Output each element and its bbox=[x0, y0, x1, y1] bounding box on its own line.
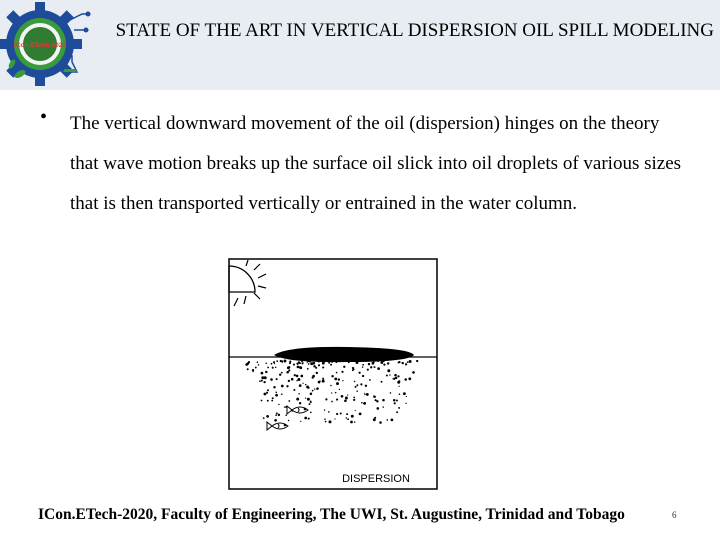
oil-droplet bbox=[275, 394, 278, 397]
oil-droplet bbox=[368, 363, 370, 365]
oil-droplet bbox=[376, 407, 379, 410]
oil-droplet bbox=[261, 380, 262, 381]
oil-droplet bbox=[259, 380, 261, 382]
oil-droplet bbox=[281, 393, 283, 395]
oil-droplet bbox=[330, 360, 332, 362]
oil-droplet bbox=[308, 363, 310, 365]
oil-droplet bbox=[354, 421, 355, 422]
dispersion-illustration bbox=[228, 258, 438, 490]
oil-droplet bbox=[312, 375, 315, 378]
oil-droplet bbox=[301, 360, 303, 362]
oil-droplet bbox=[394, 402, 396, 404]
oil-droplet bbox=[324, 409, 325, 410]
oil-droplet bbox=[367, 369, 369, 371]
oil-droplet bbox=[293, 389, 295, 391]
oil-droplet bbox=[389, 374, 390, 375]
oil-droplet bbox=[318, 381, 321, 384]
oil-droplet bbox=[343, 366, 345, 368]
oil-droplet bbox=[331, 392, 332, 393]
oil-droplet bbox=[288, 400, 290, 402]
oil-droplet bbox=[265, 362, 267, 364]
oil-droplet bbox=[317, 360, 319, 362]
oil-droplet bbox=[296, 380, 297, 381]
oil-droplet bbox=[315, 367, 317, 369]
oil-droplet bbox=[291, 378, 294, 381]
oil-droplet bbox=[358, 372, 360, 374]
oil-droplet bbox=[288, 380, 290, 382]
oil-droplet bbox=[318, 364, 320, 366]
oil-droplet bbox=[370, 366, 372, 368]
oil-droplet bbox=[309, 403, 311, 405]
oil-droplet bbox=[354, 381, 355, 382]
oil-droplet bbox=[353, 397, 355, 399]
oil-droplet bbox=[305, 397, 306, 398]
oil-droplet bbox=[373, 418, 376, 421]
oil-droplet bbox=[289, 362, 291, 364]
oil-droplet bbox=[330, 385, 332, 387]
oil-droplet bbox=[403, 392, 406, 395]
oil-droplet bbox=[299, 402, 301, 404]
oil-droplet bbox=[271, 363, 273, 365]
oil-droplet bbox=[310, 411, 312, 413]
oil-droplet bbox=[307, 362, 308, 363]
oil-droplet bbox=[275, 367, 276, 368]
oil-droplet bbox=[302, 383, 303, 384]
page-number: 6 bbox=[672, 510, 677, 520]
oil-droplet bbox=[270, 378, 273, 381]
oil-droplet bbox=[282, 360, 284, 362]
oil-droplet bbox=[351, 415, 354, 418]
footer-text: ICon.ETech-2020, Faculty of Engineering, The UWI, St. Augustine, Trinidad and Tobago bbox=[38, 506, 625, 523]
oil-droplet bbox=[344, 400, 347, 403]
oil-droplet bbox=[307, 398, 310, 401]
oil-droplet bbox=[275, 414, 277, 416]
oil-droplet bbox=[412, 371, 415, 374]
oil-droplet bbox=[364, 394, 365, 395]
oil-droplet bbox=[298, 393, 300, 395]
oil-droplet bbox=[329, 420, 332, 423]
oil-droplet bbox=[328, 411, 330, 413]
oil-droplet bbox=[247, 362, 250, 365]
conference-logo bbox=[0, 0, 92, 90]
oil-droplet bbox=[409, 360, 412, 363]
oil-droplet bbox=[272, 397, 274, 399]
oil-droplet bbox=[316, 372, 318, 374]
oil-droplet bbox=[323, 380, 325, 382]
oil-droplet bbox=[263, 417, 265, 419]
figure-caption: DISPERSION bbox=[342, 473, 410, 485]
oil-droplet bbox=[310, 393, 313, 396]
oil-droplet bbox=[393, 399, 396, 402]
oil-droplet bbox=[347, 394, 348, 395]
oil-droplet bbox=[342, 380, 343, 381]
oil-droplet bbox=[322, 366, 324, 368]
logo-text: ICon.ETech-2020 bbox=[14, 42, 66, 49]
oil-droplet bbox=[310, 400, 312, 402]
oil-droplet bbox=[377, 360, 379, 362]
oil-droplet bbox=[294, 374, 296, 376]
oil-droplet bbox=[408, 377, 411, 380]
oil-droplet bbox=[257, 361, 259, 363]
oil-droplet bbox=[355, 410, 356, 411]
oil-droplet bbox=[300, 375, 303, 378]
oil-droplet bbox=[337, 413, 339, 415]
oil-droplet bbox=[362, 366, 363, 367]
bullet-text: The vertical downward movement of the oil (dispersion) hinges on the theory that wave motion breaks up the surface oil slick into oil droplets of various sizes that is then transported vertically or entrained in the water column. bbox=[70, 113, 682, 214]
oil-droplet bbox=[345, 397, 348, 400]
oil-droplet bbox=[397, 381, 400, 384]
oil-droplet bbox=[336, 382, 339, 385]
oil-droplet bbox=[405, 403, 406, 404]
oil-droplet bbox=[261, 372, 264, 375]
oil-droplet bbox=[286, 385, 288, 387]
oil-droplet bbox=[356, 390, 358, 392]
oil-droplet bbox=[387, 369, 390, 372]
oil-droplet bbox=[299, 366, 302, 369]
oil-droplet bbox=[406, 396, 407, 397]
oil-droplet bbox=[402, 362, 404, 364]
oil-droplet bbox=[278, 414, 280, 416]
oil-droplet bbox=[252, 371, 253, 372]
oil-droplet bbox=[386, 419, 388, 421]
oil-droplet bbox=[308, 418, 310, 420]
oil-droplet bbox=[373, 366, 375, 368]
oil-droplet bbox=[350, 421, 353, 424]
oil-droplet bbox=[382, 399, 385, 402]
oil-droplet bbox=[384, 360, 385, 361]
oil-droplet bbox=[273, 386, 275, 388]
oil-droplet bbox=[334, 378, 337, 381]
oil-droplet bbox=[309, 360, 311, 362]
oil-droplet bbox=[261, 400, 263, 402]
oil-droplet bbox=[284, 360, 287, 363]
oil-droplet bbox=[336, 361, 338, 363]
oil-droplet bbox=[373, 395, 376, 398]
oil-droplet bbox=[359, 413, 362, 416]
oil-droplet bbox=[366, 393, 369, 396]
oil-droplet bbox=[276, 392, 278, 394]
oil-droplet bbox=[376, 400, 378, 402]
oil-droplet bbox=[276, 378, 278, 380]
oil-droplet bbox=[356, 384, 358, 386]
oil-droplet bbox=[325, 398, 327, 400]
oil-droplet bbox=[267, 400, 269, 402]
oil-droplet bbox=[331, 362, 332, 363]
oil-droplet bbox=[364, 393, 365, 394]
oil-droplet bbox=[352, 368, 354, 370]
oil-droplet bbox=[391, 419, 394, 422]
oil-droplet bbox=[267, 389, 269, 391]
oil-droplet bbox=[313, 366, 314, 367]
oil-droplet bbox=[382, 406, 383, 407]
oil-droplet bbox=[334, 418, 335, 419]
oil-droplet bbox=[299, 385, 300, 386]
oil-droplet bbox=[286, 371, 289, 374]
oil-droplet bbox=[365, 385, 367, 387]
oil-droplet bbox=[387, 362, 389, 364]
oil-droplet bbox=[379, 421, 382, 424]
oil-droplet bbox=[284, 406, 285, 407]
oil-droplet bbox=[361, 402, 363, 404]
oil-droplet bbox=[380, 361, 383, 364]
oil-droplet bbox=[300, 421, 301, 422]
oil-droplet bbox=[362, 364, 364, 366]
oil-droplet bbox=[288, 369, 290, 371]
oil-droplet bbox=[341, 371, 343, 373]
oil-droplet bbox=[338, 378, 340, 380]
oil-droplet bbox=[347, 418, 349, 420]
illustration-frame bbox=[229, 259, 437, 489]
oil-droplet bbox=[325, 421, 327, 423]
oil-droplet bbox=[307, 368, 309, 370]
oil-droplet bbox=[288, 366, 290, 368]
oil-droplet bbox=[398, 407, 400, 409]
oil-droplet bbox=[383, 363, 385, 365]
oil-droplet bbox=[297, 378, 300, 381]
bullet-icon: • bbox=[40, 106, 48, 128]
oil-droplet bbox=[369, 379, 371, 381]
oil-droplet bbox=[312, 390, 314, 392]
oil-droplet bbox=[348, 362, 350, 364]
oil-droplet bbox=[305, 384, 306, 385]
oil-droplet bbox=[331, 401, 333, 403]
oil-droplet bbox=[263, 381, 265, 383]
oil-droplet bbox=[330, 364, 332, 366]
oil-droplet bbox=[314, 388, 315, 389]
oil-droplet bbox=[261, 376, 264, 379]
slide-title: STATE OF THE ART IN VERTICAL DISPERSION OIL SPILL MODELING bbox=[115, 20, 714, 41]
oil-droplet bbox=[306, 386, 309, 389]
oil-droplet bbox=[324, 418, 326, 420]
oil-droplet bbox=[362, 375, 364, 377]
oil-droplet bbox=[281, 372, 283, 374]
oil-droplet bbox=[346, 417, 347, 418]
oil-droplet bbox=[299, 362, 301, 364]
oil-droplet bbox=[356, 361, 359, 364]
oil-droplet bbox=[399, 393, 401, 395]
oil-droplet bbox=[407, 361, 409, 363]
oil-droplet bbox=[273, 361, 275, 363]
oil-droplet bbox=[336, 372, 338, 374]
oil-droplet bbox=[301, 362, 303, 364]
oil-droplet bbox=[288, 420, 289, 421]
oil-droplet bbox=[405, 363, 407, 365]
oil-droplet bbox=[323, 361, 325, 363]
oil-droplet bbox=[381, 381, 383, 383]
oil-droplet bbox=[346, 413, 348, 415]
oil-droplet bbox=[266, 415, 269, 418]
oil-droplet bbox=[267, 367, 269, 369]
oil-droplet bbox=[396, 411, 398, 413]
oil-droplet bbox=[398, 386, 399, 387]
oil-droplet bbox=[353, 399, 355, 401]
oil-droplet bbox=[271, 400, 273, 402]
oil-droplet bbox=[340, 412, 342, 414]
oil-droplet bbox=[339, 360, 341, 362]
oil-droplet bbox=[353, 367, 354, 368]
oil-droplet bbox=[404, 378, 407, 381]
header-bar bbox=[0, 0, 720, 90]
oil-droplet bbox=[316, 387, 319, 390]
oil-droplet bbox=[296, 375, 299, 378]
oil-droplet bbox=[255, 367, 257, 369]
oil-droplet bbox=[394, 374, 397, 377]
oil-droplet bbox=[293, 364, 295, 366]
oil-droplet bbox=[397, 375, 399, 377]
oil-droplet bbox=[276, 412, 278, 414]
oil-droplet bbox=[353, 360, 354, 361]
oil-droplet bbox=[398, 362, 400, 364]
oil-droplet bbox=[328, 362, 330, 364]
oil-droplet bbox=[377, 367, 380, 370]
oil-droplet bbox=[360, 383, 362, 385]
oil-droplet bbox=[274, 419, 277, 422]
oil-droplet bbox=[331, 375, 333, 377]
oil-droplet bbox=[264, 393, 267, 396]
oil-droplet bbox=[281, 385, 284, 388]
oil-droplet bbox=[322, 379, 324, 381]
oil-droplet bbox=[266, 392, 268, 394]
oil-droplet bbox=[396, 400, 398, 402]
oil-droplet bbox=[390, 392, 392, 394]
oil-droplet bbox=[276, 360, 278, 362]
oil-droplet bbox=[373, 362, 375, 364]
oil-droplet bbox=[265, 371, 267, 373]
oil-droplet bbox=[272, 367, 274, 369]
oil-droplet bbox=[304, 417, 307, 420]
oil-droplet bbox=[392, 378, 393, 379]
oil-droplet bbox=[296, 398, 299, 401]
oil-droplet bbox=[278, 404, 279, 405]
oil-droplet bbox=[310, 362, 313, 365]
oil-droplet bbox=[416, 360, 418, 362]
oil-droplet bbox=[363, 402, 366, 405]
oil-droplet bbox=[247, 368, 249, 370]
oil-droplet bbox=[258, 364, 260, 366]
oil-droplet bbox=[335, 392, 337, 394]
oil-droplet bbox=[339, 389, 340, 390]
oil-droplet bbox=[341, 395, 344, 398]
oil-droplet bbox=[395, 377, 398, 380]
oil-droplet bbox=[296, 363, 298, 365]
oil-droplet bbox=[355, 386, 357, 388]
oil-droplet bbox=[386, 375, 388, 377]
oil-droplet bbox=[279, 374, 281, 376]
oil-droplet bbox=[336, 399, 338, 401]
